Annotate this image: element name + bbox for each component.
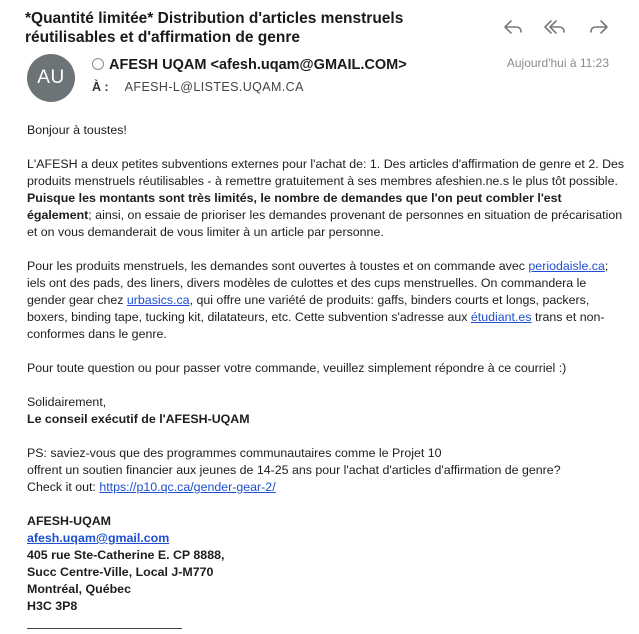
periodaisle-link[interactable]: periodaisle.ca [528, 259, 605, 273]
greeting: Bonjour à toustes! [27, 123, 127, 137]
signature-email-link[interactable]: afesh.uqam@gmail.com [27, 531, 170, 545]
recipient-line [92, 80, 304, 94]
reply-all-button[interactable] [542, 16, 568, 38]
signature-org: AFESH-UQAM [27, 514, 111, 528]
forward-icon [589, 19, 609, 35]
signature-address-2: Succ Centre-Ville, Local J-M770 [27, 565, 214, 579]
etudiant-link[interactable]: étudiant.es [470, 310, 532, 324]
sender-avatar: AU [27, 54, 75, 102]
signature-address-1: 405 rue Ste-Catherine E. CP 8888, [27, 548, 225, 562]
message-body [27, 122, 627, 615]
paragraph-contact: Pour toute question ou pour passer votre commande, veuillez simplement répondre à ce courriel :) [27, 361, 567, 375]
closing-signature: Le conseil exécutif de l'AFESH-UQAM [27, 412, 250, 426]
paragraph-products: Pour les produits menstruels, les demandes sont ouvertes à toustes et on commande avec periodaisle.ca; iels ont des pads, des liners, divers modèles de culottes et des cups menstruelles. On commandera le gender gear chez urbasics.ca, qui offre une variété de produits: gaffs, binders courts et longs, packers, boxers, binding tape, tucking kit, dilatateurs, etc. Cette subvention s'adresse aux étudiant.es trans et non-conformes dans le genre. [27, 259, 609, 341]
reply-icon [503, 19, 523, 35]
sender-name: AFESH UQAM <afesh.uqam@GMAIL.COM> [109, 57, 407, 73]
message-date: Aujourd'hui à 11:23 [506, 56, 609, 70]
forward-button[interactable] [586, 16, 612, 38]
reply-button[interactable] [500, 16, 526, 38]
signature-city: Montréal, Québec [27, 582, 131, 596]
ps-block: PS: saviez-vous que des programmes communautaires comme le Projet 10 offrent un soutien financier aux jeunes de 14-25 ans pour l'achat d'articles d'affirmation de genre? Check it out: https://p10.qc.ca/gender-gear-2/ [27, 446, 561, 494]
message-subject: *Quantité limitée* Distribution d'articles menstruels réutilisables et d'affirmation de genre [25, 10, 404, 46]
p10-link[interactable]: https://p10.qc.ca/gender-gear-2/ [99, 480, 276, 494]
closing-block [27, 394, 627, 428]
status-circle-icon [92, 58, 104, 70]
reply-all-icon [544, 19, 566, 35]
closing-text: Solidairement, [27, 395, 107, 409]
message-header [0, 0, 639, 106]
paragraph-intro: L'AFESH a deux petites subventions externes pour l'achat de: 1. Des articles d'affirmation de genre et 2. Des produits menstruels réutilisables - à remettre gratuitement à ses membres afeshien.ne.s le plus tôt possible. Puisque les montants sont très limités, le nombre de demandes que l'on peut combler l'est également; ainsi, on essaie de prioriser les demandes provenant de personnes en situation de précarisation et on vous demanderait de vous limiter à un article par personne. [27, 157, 625, 239]
recipient-address[interactable]: AFESH-L@LISTES.UQAM.CA [124, 80, 304, 94]
email-signature [27, 513, 627, 615]
sender-line[interactable] [92, 57, 407, 73]
to-label: À : [92, 80, 109, 94]
signature-postal: H3C 3P8 [27, 599, 78, 613]
emphasis-text: Puisque les montants sont très limités, le nombre de demandes que l'on peut combler l'est également [27, 191, 562, 222]
signature-divider [27, 628, 182, 629]
urbasics-link[interactable]: urbasics.ca [126, 293, 190, 307]
